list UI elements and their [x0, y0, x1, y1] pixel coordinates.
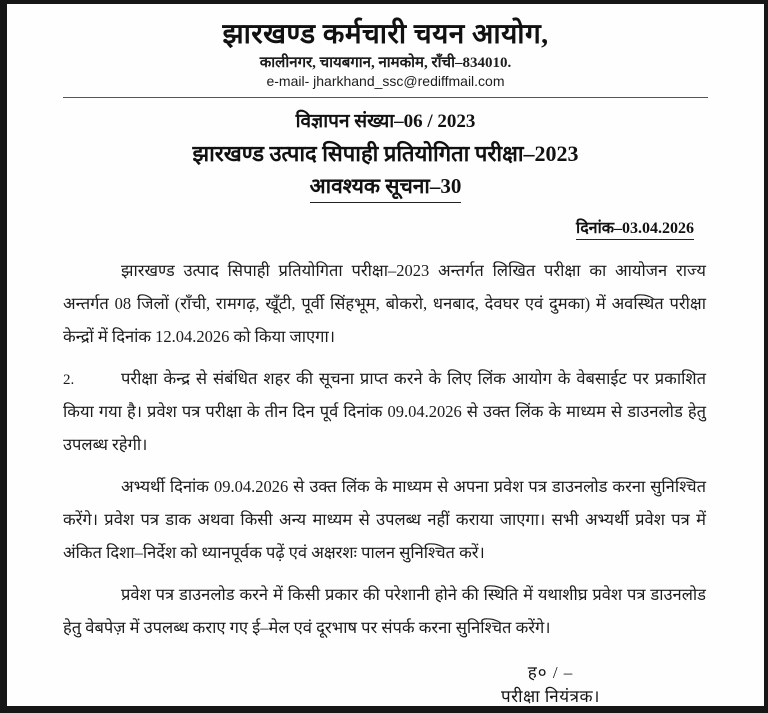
- header-divider: [63, 97, 708, 98]
- document-content: [7, 4, 764, 706]
- organization-address: कालीनगर, चायबगान, नामकोम, राँची–834010.: [259, 54, 512, 71]
- date-row: [63, 216, 708, 240]
- paragraph-2-number: 2.: [63, 371, 75, 388]
- exam-name: झारखण्ड उत्पाद सिपाही प्रतियोगिता परीक्षा–2023: [192, 140, 579, 166]
- signature-block: [63, 661, 708, 710]
- letterhead: [63, 18, 708, 98]
- title-block: [63, 110, 708, 203]
- notice-number: आवश्यक सूचना–30: [310, 173, 462, 202]
- advertisement-number: विज्ञापन संख्या–06 / 2023: [295, 111, 476, 133]
- paragraph-1: झारखण्ड उत्पाद सिपाही प्रतियोगिता परीक्षा–2023 अन्तर्गत लिखित परीक्षा का आयोजन राज्य अन्तर्गत 08 जिलों (राँची, रामगढ़, खूँटी, पूर्वी सिंहभूम, बोकरो, धनबाद, देवघर एवं दुमका) में अवस्थित परीक्षा केन्द्रों में दिनांक 12.04.2026 को किया जाएगा।: [63, 260, 706, 346]
- paragraph-2-text: परीक्षा केन्द्र से संबंधित शहर की सूचना प्राप्त करने के लिए लिंक आयोग के वेबसाईट पर प्रकाशित किया गया है। प्रवेश पत्र परीक्षा के तीन दिन पूर्व दिनांक 09.04.2026 से उक्त लिंक के माध्यम से डाउनलोड हेतु उपलब्ध रहेगी।: [63, 368, 706, 454]
- paragraph-4: प्रवेश पत्र डाउनलोड करने में किसी प्रकार की परेशानी होने की स्थिति में यथाशीघ्र प्रवेश पत्र डाउनलोड हेतु वेबपेज़ में उपलब्ध कराए गए ई–मेल एवं दूरभाष पर संपर्क करना सुनिश्चित करेंगे।: [63, 584, 706, 637]
- paragraph-3: अभ्यर्थी दिनांक 09.04.2026 से उक्त लिंक के माध्यम से अपना प्रवेश पत्र डाउनलोड करना सुनिश्चित करेंगे। प्रवेश पत्र डाक अथवा किसी अन्य माध्यम से उपलब्ध नहीं कराया जाएगा। सभी अभ्यर्थी प्रवेश पत्र में अंकित दिशा–निर्देश को ध्यानपूर्वक पढ़ें एवं अक्षरशः पालन सुनिश्चित करें।: [63, 476, 706, 562]
- paragraph-2: [63, 362, 708, 461]
- organization-email: e-mail- jharkhand_ssc@rediffmail.com: [266, 73, 505, 90]
- signature-mark: ह० / –: [527, 662, 574, 682]
- body-text: [63, 254, 708, 644]
- signature-designation: परीक्षा नियंत्रक।: [501, 687, 600, 707]
- document-date: दिनांक–03.04.2026: [576, 216, 694, 240]
- organization-name: झारखण्ड कर्मचारी चयन आयोग,: [222, 19, 549, 50]
